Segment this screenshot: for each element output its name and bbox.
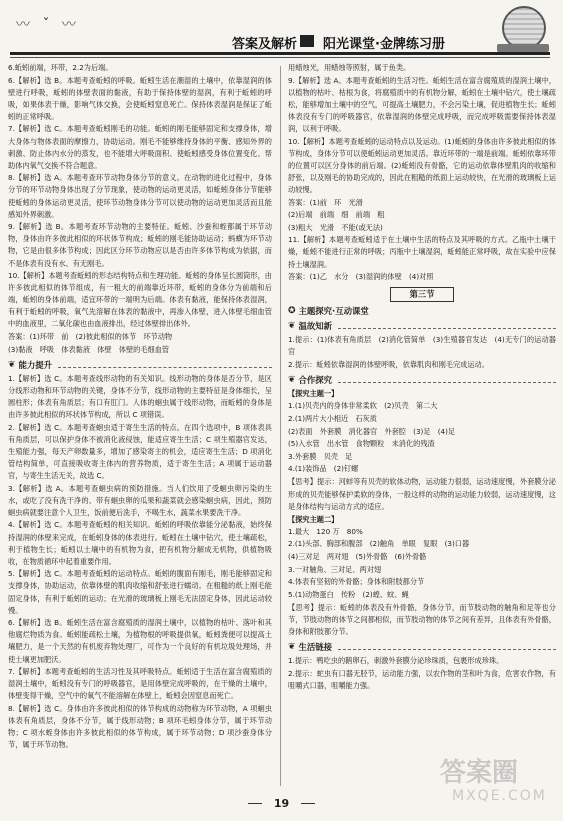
answer-paragraph: 3.外套膜 贝壳 足 (288, 451, 353, 461)
answer-paragraph: 7.【解析】选 C。本题考查蚯蚓刚毛的功能。蚯蚓的刚毛能够固定和支撑身体，增大身体与物体表面的摩擦力，协助运动。刚毛不能够维持身体的平衡、感知外界的刺激、防止体内水分的蒸发，也不能增大呼吸面积、使蚯蚓感受身体位置变化、帮助体内氧气交换不符合题意。 (8, 124, 272, 170)
column-divider (280, 66, 281, 786)
answer-paragraph: 答案：(1)乙 水分 (3)湿润的体壁 (4)对照 (288, 272, 434, 282)
answer-paragraph: (3)黏液 呼吸 体表黏液 体壁 体壁的毛细血管 (8, 344, 170, 354)
header-rule-thin (10, 57, 550, 58)
explore2-answer-list (288, 526, 556, 601)
page-number-text: 19 (273, 797, 290, 810)
life-answer-list (288, 655, 556, 692)
birds-decoration-icon: 〰 ˇ 〰 (16, 17, 80, 33)
answer-paragraph: 4.【解析】选 C。本题考查蚯蚓的相关知识。蚯蚓的呼吸依靠能分泌黏液，始终保持湿润的体壁来完成，在蚯蚓身体的体表进行。蚯蚓在土壤中钻穴，使土壤疏松，利于植物生长；蚯蚓以土壤中的有机物为食，把有机物分解成无机物，供植物吸收，在物质循环中起着重要作用。 (8, 520, 272, 566)
answer-paragraph: 2.(1)两片大小相近 石灰质 (288, 413, 377, 423)
answer-paragraph: 9.【解析】选 A。本题考查蚯蚓的生活习性。蚯蚓生活在富含腐殖质的湿润土壤中，以植物的枯叶、枯根为食，将腐殖质中的有机物分解，蚯蚓在土壤中钻穴，使土壤疏松，能够增加土壤中的空气，可提高土壤肥力，不会污染土壤，促进植物生长；蚯蚓体表没有专门的呼吸器官，依靠湿润的体壁完成呼吸，而完成呼吸需要保持体表湿润，以利于呼吸。 (288, 75, 556, 133)
answer-paragraph: 5.【解析】选 C。本题考查蚯蚓的运动特点。蚯蚓的腹面有刚毛，刚毛能够固定和支撑身体，协助运动，依靠体壁的肌肉收缩和舒张进行蠕动。在粗糙的纸上刚毛能固定身体，有利于蚯蚓的运动；在光滑的玻璃板上刚毛无法固定身体，因此运动较慢。 (8, 569, 272, 615)
watermark-main: 答案圈 (440, 758, 519, 788)
topic-banner-label: 主题探究·互动课堂 (298, 306, 369, 317)
answer-paragraph: 3.一对触角、三对足、两对翅 (288, 564, 382, 574)
answer-paragraph: 2.提示：蚯蚓依靠湿润的体壁呼吸，依靠肌肉和刚毛完成运动。 (288, 360, 489, 370)
answer-paragraph: (2)后端 前端 细 前端 粗 (288, 210, 385, 220)
answer-paragraph: (3)粗大 光滑 不能(或无法) (288, 222, 383, 232)
left-answer-list (8, 62, 272, 356)
answer-paragraph: 4.(1)装饰品 (2)钉螺 (288, 464, 359, 474)
explore1-title: 【探究主题一】 (288, 389, 339, 399)
answer-paragraph: 用蜡烛光，用蜡烛等照射，属于鱼类。 (288, 63, 411, 72)
answer-paragraph: 2.(1)头部、胸部和腹部 (2)触角 单眼 复眼 (3)口器 (288, 539, 470, 549)
header-separator (300, 35, 314, 47)
answer-paragraph: (5)入水管 出水管 食物颗粒 未消化的残渣 (288, 439, 435, 449)
leaf-icon: ❦ (288, 642, 296, 653)
topic-banner (288, 305, 556, 317)
page-number-dash-right (301, 803, 315, 804)
globe-stand-icon (497, 44, 549, 52)
section-divider (338, 377, 556, 383)
section-warmup-header (288, 320, 556, 332)
answer-paragraph: 3.【解析】选 A。本题考查蛔虫病的预防措施。当人们饮用了受蛔虫卵污染的生水，或吃了没有洗干净的、带有蛔虫卵的瓜果和蔬菜就会感染蛔虫病，因此，预防蛔虫病就要注意个人卫生，饭前便后洗手，不喝生水，蔬菜水果要洗干净。 (8, 483, 272, 517)
answer-paragraph: 8.【解析】选 C。身体由许多彼此相似的体节构成的动物称为环节动物，A 项蛔虫体表有角质层，身体不分节，属于线形动物；B 项环毛蚓身体分节，属于环节动物；C 项水蛭身体由许多彼此相似的体节构成，属于环节动物；D 项沙蚕身体分节，属于环节动物。 (8, 703, 272, 750)
header-brand: 阳光课堂·金牌练习册 (323, 37, 445, 52)
answer-paragraph: 6.蚯蚓前端，环带，2.2为后端。 (8, 63, 113, 72)
section-warmup-label: 温故知新 (298, 321, 333, 332)
header-title: 答案及解析 (232, 37, 298, 52)
answer-paragraph: 9.【解析】选 B。本题考查环节动物的主要特征。蚯蚓、沙蚕和蛭都属于环节动物，身体由许多彼此相似的环状体节构成；蚯蚓的刚毛能协助运动；蚂蟥为环节动物，它是由很多体节构成；因此区分环节动物应以是否由许多体节构成为依据，而不是体表有没有水、有无刚毛。 (8, 222, 272, 268)
answer-paragraph: 10.【解析】本题考查蚯蚓的形态结构特点和生理功能。蚯蚓的身体呈长圆筒形，由许多彼此相似的体节组成，有一粗大的前端靠近环带，蚯蚓的身体分为前端和后端，蚯蚓的身体前端，适宜环带的一端明为后端。体表有黏液，能保持体表湿润，有利于蚯蚓的呼吸，氧气先溶解在体表的黏液中，再渗入体壁，进入体壁毛细血管中的血液里，二氧化碳也由血液排出，经过体壁排出体外。 (8, 271, 272, 329)
section-divider (338, 323, 556, 329)
answer-paragraph: 7.【解析】本题考查蚯蚓的生活习性及其呼吸特点。蚯蚓适于生活在富含腐殖质的湿润土壤中，蚯蚓没有专门的呼吸器官，是用体壁完成呼吸的，在干燥的土壤中，体壁变得干燥，空气中的氧气不能溶解在体壁上，蚯蚓会因窒息而死亡。 (8, 667, 272, 701)
answer-paragraph: (2)表面 外套膜 消化器官 外套腔 (3)足 (4)足 (288, 426, 456, 436)
ability-answer-list (8, 373, 272, 751)
explore1-answer-list (288, 400, 556, 475)
answer-paragraph: 1.(1)贝壳内的身体非常柔软 (2)贝壳 第二大 (288, 401, 438, 411)
leaf-icon: ❦ (288, 375, 296, 386)
answer-paragraph: 1.提示：(1)体表有角质层 (2)消化管简单 (3)生殖器官发达 (4)无专门的运动器官 (288, 335, 556, 357)
explore2-think: 【思考】提示：蚯蚓的体表没有外骨骼，身体分节，而节肢动物的触角和足等也分节，节肢动物的体节之间都相似，而节肢动物的体节之间有差异，且体表有外骨骼，身体和附肢都分节。 (288, 602, 556, 637)
answer-paragraph: (4)三对足 两对翅 (5)外骨骼 (6)外骨骼 (288, 551, 427, 561)
right-column (288, 62, 556, 792)
answer-paragraph: 6.【解析】选 B。蚯蚓生活在富含腐殖质的湿润土壤中，以植物的枯叶、落叶和其他腐烂物质为食。蚯蚓能疏松土壤，为植物根的呼吸提供氧，蚯蚓粪便可以提高土壤肥力，是一个天然的有机废弃物处理厂，可作为一个良好的有机垃圾处理场，并使土壤更加肥沃。 (8, 618, 272, 664)
answer-paragraph: 答案：(1)环带 前 (2)彼此相似的体节 环节动物 (8, 332, 173, 342)
answer-paragraph: 答案：(1)前 环 光滑 (288, 197, 363, 207)
answer-paragraph: 11.【解析】本题考查蚯蚓适于在土壤中生活的特点及其呼吸的方式。乙瓶中土壤干燥，蚯蚓不能进行正常的呼吸；丙瓶中土壤湿润，蚯蚓能正常呼吸，故在实验中应保持土壤湿润。 (288, 235, 556, 269)
right-answer-list (288, 62, 556, 283)
lesson-title-text: 第三节 (390, 287, 453, 302)
star-badge-icon: ✪ (288, 306, 296, 317)
answer-paragraph: 1.最大 120 万 80% (288, 526, 363, 536)
header-rule (10, 52, 550, 55)
page-header (0, 0, 563, 60)
answer-paragraph: 4.体表有坚韧的外骨骼；身体和附肢都分节 (288, 577, 425, 587)
warmup-answer-list (288, 334, 556, 371)
left-column (8, 62, 272, 792)
watermark-sub: MXQE.COM (452, 788, 547, 804)
section-life-header (288, 641, 556, 653)
section-life-label: 生活链接 (298, 642, 333, 653)
section-ability-label: 能力提升 (18, 359, 53, 370)
section-divider (58, 362, 272, 368)
section-explore-label: 合作探究 (298, 375, 333, 386)
answer-paragraph: 1.【解析】选 C。本题考查线形动物的有关知识。线形动物的身体是否分节，是区分线形动物和环节动物的关键，身体不分节，线形动物的主要特征是身体细长，呈圆柱形；体表有角质层；有口有肛门。人体的蛔虫属于线形动物，而蚯蚓的身体是由许多彼此相似的环状体节构成，所以 C 项错误。 (8, 373, 272, 420)
answer-paragraph: 10.【解析】本题考查蚯蚓的运动特点以及运动。(1)蚯蚓的身体由许多彼此相似的体节构成，身体分节可以使蚯蚓运动更加灵活。靠近环带的一端是前端。蚯蚓依靠环带的位置可以区分身体的前后端。(2)蚯蚓没有骨骼，它的运动依靠体壁肌肉的收缩和舒张，以及刚毛的协助完成的，因此在粗糙的纸面上运动较快，在光滑的玻璃板上运动较慢。 (288, 136, 556, 194)
leaf-icon: ❦ (288, 321, 296, 332)
section-ability-header (8, 359, 272, 371)
answer-paragraph: 5.(1)动物蛋白 传粉 (2)蝗、蚊、蝇 (288, 589, 409, 599)
lesson-title (288, 287, 556, 302)
answer-paragraph: 8.【解析】选 A。本题考查环节动物身体分节的意义。在动物的进化过程中，身体分节的环节动物身体出现了分节现象，使动物的运动更灵活，如蚯蚓身体分节能够使蚯蚓的身体运动更灵活，使环节动物身体分节可以使动物的运动更加灵活而且能感知外界刺激。 (8, 173, 272, 219)
watermark-logo (440, 752, 558, 812)
explore1-think: 【思考】提示：河蚌等有贝壳的软体动物，运动能力很弱，运动速度慢，外套膜分泌形成的贝壳能够保护柔软的身体，一般这样的动物的运动能力较弱，运动速度慢，这是身体结构与运动方式的适应。 (288, 477, 556, 511)
section-divider (338, 644, 556, 650)
answer-paragraph: 1.提示：鸭吃虫的鹅卵石，刺激外套膜分泌珍珠质，包裹形成珍珠。 (288, 656, 504, 666)
leaf-icon: ❦ (8, 359, 16, 370)
explore2-title: 【探究主题二】 (288, 514, 339, 524)
answer-paragraph: 2.提示：蛇虫有口器无胫节，运动能力强，以农作物的茎和叶为食，危害农作物，有咀嚼式口器，咀嚼能力强。 (288, 668, 556, 690)
section-explore-header (288, 374, 556, 386)
answer-paragraph: 2.【解析】选 C。本题考查蛔虫适于寄生生活的特点。在四个选项中，B 项体表具有角质层，可以保护身体不被消化液侵蚀，能适应寄生生活；C 项生殖器官发达，生殖能力强，每天产卵数量多，增加了感染寄主的机会，适应寄生生活；D 项消化管结构简单，可直接吸收寄主体内的营养物质，适于寄生生活；A 项属于运动器官，与寄生生活无关，故选 C。 (8, 422, 272, 481)
answer-paragraph: 6.【解析】选 B。本题考查蚯蚓的呼吸。蚯蚓生活在潮湿的土壤中，依靠湿润的体壁进行呼吸，蚯蚓的体壁表面的黏液，有助于保持体壁的湿润，有利于蚯蚓的呼吸，如果体表干燥，影响气体交换，会使蚯蚓窒息死亡。保持体表湿润是保证了蚯蚓的正常呼吸。 (8, 75, 272, 121)
